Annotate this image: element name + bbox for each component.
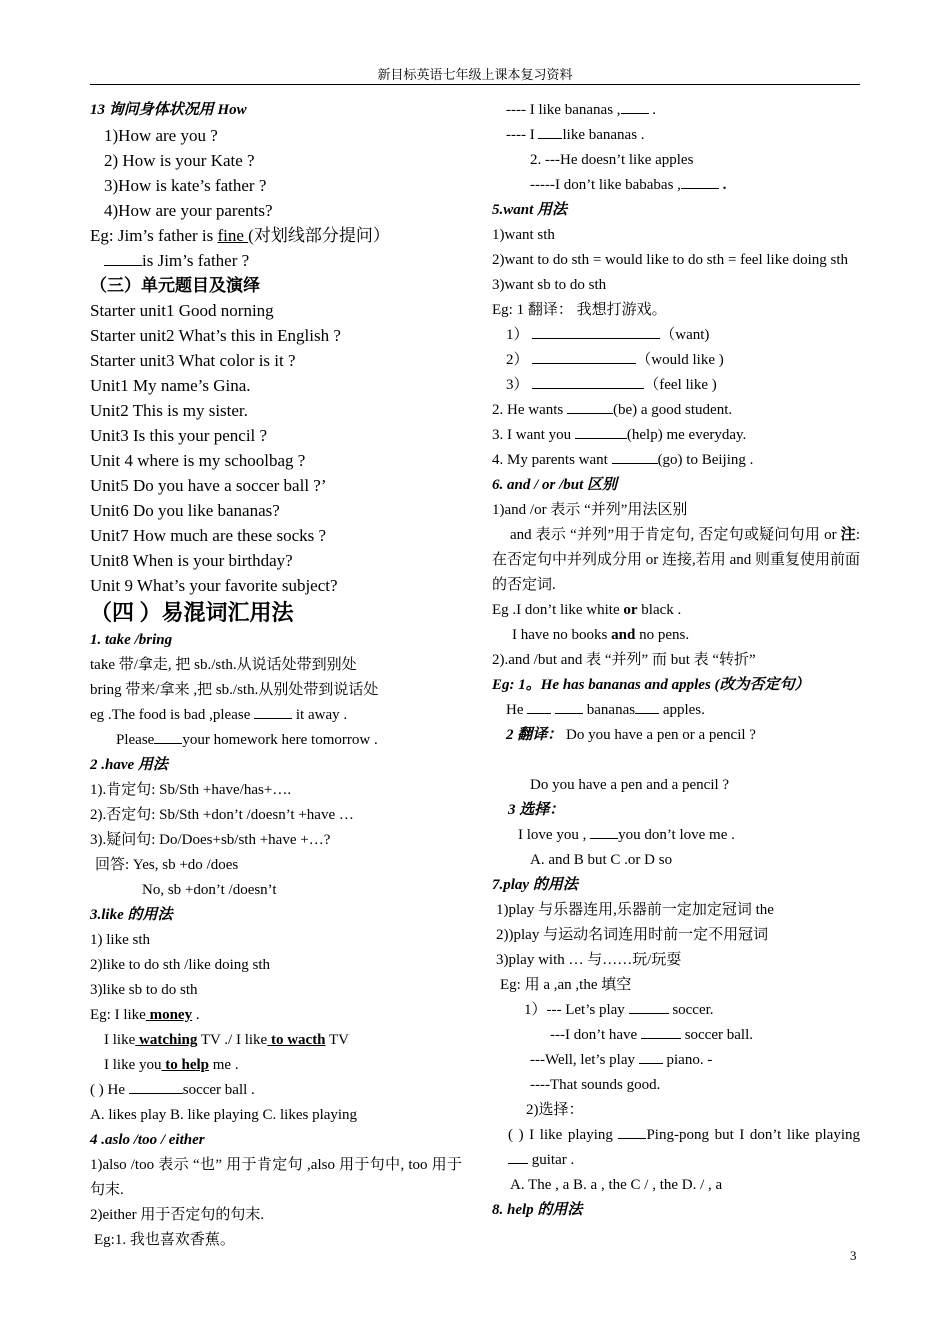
how-item: 4)How are your parents?	[104, 201, 273, 220]
play-question	[492, 1023, 860, 1048]
want-translation	[492, 323, 860, 348]
question-text: （feel like )	[644, 377, 717, 393]
question-text: He	[506, 702, 528, 718]
question-text: soccer ball.	[680, 1027, 753, 1043]
unit-title: Starter unit2 What’s this in English ?	[90, 326, 341, 345]
how-example-answer	[90, 248, 462, 273]
how-item: 3)How is kate’s father ?	[104, 176, 267, 195]
like-example	[90, 1053, 462, 1078]
play-title: 7.play 的用法	[492, 877, 578, 893]
example-text: like bananas .	[562, 127, 645, 143]
want-translation	[492, 348, 860, 373]
example-text: Eg: I like	[90, 1007, 146, 1023]
question-text: guitar .	[528, 1152, 575, 1168]
play-choice	[492, 1123, 860, 1173]
question-label: 3 选择：	[508, 802, 565, 818]
want-question	[492, 398, 860, 423]
and-translation: Do you have a pen and a pencil ?	[530, 777, 730, 793]
rule-text: :在否定句中并列成分用 or 连接,若用 and 则重复使用前面的否定词.	[492, 527, 860, 593]
take-bring-example	[90, 703, 462, 728]
example-text: no pens.	[635, 627, 690, 643]
right-column	[492, 98, 860, 1223]
example-text: .	[192, 1007, 200, 1023]
unit-title: Unit6 Do you like bananas?	[90, 501, 280, 520]
answer-blank	[532, 349, 636, 364]
play-question	[492, 998, 860, 1023]
take-bring-example	[90, 728, 462, 753]
example-text: I have no books	[512, 627, 612, 643]
play-choice-label: 2)选择：	[526, 1102, 584, 1118]
section-title-vocab: （四 ）易混词汇用法	[90, 600, 294, 625]
question-text: bananas	[583, 702, 636, 718]
have-rule: No, sb +don’t /doesn’t	[142, 882, 277, 898]
rule-note: 注	[840, 527, 856, 543]
question-text: 1）--- Let’s play	[524, 1002, 629, 1018]
have-rule: 3).疑问句: Do/Does+sb/sth +have +…?	[90, 832, 331, 848]
example-text: Eg .I don’t like white	[492, 602, 624, 618]
how-example-text: Eg: Jim’s father is	[90, 226, 218, 245]
example-text: -----I don’t like bababas ,	[530, 177, 681, 193]
unit-title: Unit5 Do you have a soccer ball ?’	[90, 476, 327, 495]
and-rule	[492, 523, 860, 598]
example-text: Please	[116, 732, 155, 748]
question-text: ( ) I like playing	[508, 1127, 619, 1143]
answer-blank	[575, 424, 627, 439]
take-bring-rule: bring 带来/拿来 ,把 sb./sth.从别处带到说话处	[90, 682, 379, 698]
example-underlined: to help	[161, 1057, 210, 1073]
unit-title: Unit8 When is your birthday?	[90, 551, 293, 570]
want-question	[492, 423, 860, 448]
also-title: 4 .aslo /too / either	[90, 1132, 205, 1148]
example-text: I like	[104, 1032, 136, 1048]
and-choice	[492, 823, 860, 848]
how-item: 1)How are you ?	[104, 126, 218, 145]
like-rule: 3)like sb to do sth	[90, 982, 198, 998]
like-rule: 1) like sth	[90, 932, 150, 948]
play-rule: 2))play 与运动名词连用时前一定不用冠词	[496, 927, 769, 943]
answer-blank	[639, 1049, 663, 1064]
and-question: Eg: 1。He has bananas and apples (改为否定句）	[492, 677, 810, 693]
like-rule: 2)like to do sth /like doing sth	[90, 957, 270, 973]
section-title-how: 13 询问身体状况用 How	[90, 102, 247, 118]
units-list	[90, 298, 462, 598]
like-title: 3.like 的用法	[90, 907, 173, 923]
answer-blank	[254, 704, 292, 719]
also-rule: 1)also /too 表示 “也” 用于肯定句 ,also 用于句中, too 用于句末.	[90, 1157, 462, 1198]
question-text: （would like )	[636, 352, 724, 368]
question-text: ---I don’t have	[550, 1027, 641, 1043]
play-question: ----That sounds good.	[530, 1077, 661, 1093]
question-text: 2. He wants	[492, 402, 567, 418]
answer-blank	[590, 824, 618, 839]
example-text: TV ./ I like	[197, 1032, 268, 1048]
and-title: 6. and / or /but 区别	[492, 477, 618, 493]
example-bold: and	[611, 627, 636, 643]
example-text: me .	[209, 1057, 239, 1073]
question-text: 4. My parents want	[492, 452, 612, 468]
section-title-units: （三）单元题目及演绎	[90, 276, 260, 295]
question-text: soccer.	[668, 1002, 714, 1018]
also-example: Eg:1. 我也喜欢香蕉。	[94, 1232, 235, 1248]
want-translation	[492, 373, 860, 398]
unit-title: Unit7 How much are these socks ?	[90, 526, 327, 545]
and-rule: 2).and /but and 表 “并列” 而 but 表 “转折”	[492, 652, 756, 668]
unit-title: Starter unit3 What color is it ?	[90, 351, 296, 370]
play-rule: 1)play 与乐器连用,乐器前一定加定冠词 the	[496, 902, 774, 918]
example-underlined: watching	[135, 1032, 198, 1048]
answer-blank	[681, 174, 719, 189]
unit-title: Unit1 My name’s Gina.	[90, 376, 251, 395]
answer-blank	[641, 1024, 681, 1039]
have-rule: 2).否定句: Sb/Sth +don’t /doesn’t +have …	[90, 807, 354, 823]
also-answer	[492, 173, 860, 198]
answer-blank	[538, 124, 562, 139]
rule-text: and 表示 “并列”用于肯定句, 否定句或疑问句用 or	[510, 527, 841, 543]
example-bold: or	[623, 602, 638, 618]
also-rule: 2)either 用于否定句的句末.	[90, 1207, 265, 1223]
page-number: 3	[850, 1248, 857, 1263]
example-text: eg .The food is bad ,please	[90, 707, 255, 723]
answer-blank	[532, 324, 660, 339]
answer-blank	[555, 699, 583, 714]
answer-blank	[532, 374, 644, 389]
question-text: soccer ball .	[182, 1082, 255, 1098]
have-rule: 1).肯定句: Sb/Sth +have/has+….	[90, 782, 292, 798]
question-text: （want)	[660, 327, 710, 343]
question-text: 2）	[506, 352, 533, 368]
example-text: I like you	[104, 1057, 162, 1073]
answer-blank	[129, 1079, 183, 1094]
example-text: ---- I	[506, 127, 539, 143]
answer-blank	[154, 729, 182, 744]
question-text: (be) a good student.	[613, 402, 733, 418]
question-text: you don’t love me .	[618, 827, 735, 843]
play-rule: 3)play with … 与……玩/玩耍	[496, 952, 682, 968]
how-example-answer-text: is Jim’s father ?	[142, 251, 250, 270]
answer-blank	[621, 99, 649, 114]
answer-blank	[635, 699, 659, 714]
and-example	[492, 623, 860, 648]
answer-blank	[508, 1149, 528, 1164]
answer-blank	[618, 1124, 646, 1139]
and-example	[492, 598, 860, 623]
how-item: 2) How is your Kate ?	[104, 151, 255, 170]
unit-title: Unit 4 where is my schoolbag ?	[90, 451, 306, 470]
and-translation	[492, 723, 860, 748]
take-bring-title: 1. take /bring	[90, 632, 173, 648]
example-text: your homework here tomorrow .	[182, 732, 378, 748]
also-answer	[492, 123, 860, 148]
and-rule: 1)and /or 表示 “并列”用法区别	[492, 502, 688, 518]
have-title: 2 .have 用法	[90, 757, 168, 773]
example-text: TV	[325, 1032, 350, 1048]
unit-title: Starter unit1 Good norning	[90, 301, 274, 320]
question-text: 1）	[506, 327, 533, 343]
question-text: 3）	[506, 377, 533, 393]
question-text: (help) me everyday.	[626, 427, 747, 443]
like-question	[90, 1078, 462, 1103]
question-text: I love you ,	[518, 827, 591, 843]
play-choice-options: A. The , a B. a , the C / , the D. / , a	[510, 1177, 723, 1193]
question-text: ( ) He	[90, 1082, 129, 1098]
example-text: .	[648, 102, 657, 118]
help-title: 8. help 的用法	[492, 1202, 583, 1218]
answer-blank	[612, 449, 658, 464]
question-label: 2 翻译：	[506, 727, 563, 743]
example-text: it away .	[292, 707, 348, 723]
and-choice-label	[492, 798, 860, 823]
want-title: 5.want 用法	[492, 202, 568, 218]
answer-blank	[567, 399, 613, 414]
question-text: ---Well, let’s play	[530, 1052, 639, 1068]
how-example-underlined: fine	[217, 226, 249, 245]
unit-title: Unit 9 What’s your favorite subject?	[90, 576, 338, 595]
example-text: ---- I like bananas ,	[506, 102, 621, 118]
want-rule: 3)want sb to do sth	[492, 277, 607, 293]
answer-blank	[629, 999, 669, 1014]
question-text: apples.	[659, 702, 705, 718]
how-example	[90, 223, 462, 248]
example-underlined: money	[145, 1007, 193, 1023]
and-choice-options: A. and B but C .or D so	[530, 852, 673, 868]
unit-title: Unit2 This is my sister.	[90, 401, 248, 420]
how-example-note: (对划线部分提问）	[248, 226, 390, 245]
also-example: 2. ---He doesn’t like apples	[530, 152, 694, 168]
answer-blank	[527, 699, 551, 714]
want-example: Eg: 1 翻译： 我想打游戏。	[492, 302, 667, 318]
example-text: black .	[637, 602, 682, 618]
question-text: Ping-pong but I don’t like playing	[646, 1127, 860, 1143]
blank-line	[492, 748, 860, 773]
question-text: 3. I want you	[492, 427, 575, 443]
like-options: A. likes play B. like playing C. likes playing	[90, 1107, 358, 1123]
page-header: 新目标英语七年级上课本复习资料	[90, 64, 860, 85]
like-example	[90, 1003, 462, 1028]
example-underlined: to wacth	[267, 1032, 326, 1048]
want-question	[492, 448, 860, 473]
answer-blank	[104, 251, 142, 266]
question-text: Do you have a pen or a pencil ?	[562, 727, 756, 743]
play-example: Eg: 用 a ,an ,the 填空	[500, 977, 632, 993]
question-text: piano. -	[662, 1052, 713, 1068]
example-text: .	[718, 177, 727, 193]
also-answer	[492, 98, 860, 123]
want-rule: 2)want to do sth = would like to do sth = feel like doing sth	[492, 252, 849, 268]
and-question-answer	[492, 698, 860, 723]
have-rule: 回答: Yes, sb +do /does	[95, 857, 239, 873]
take-bring-rule: take 带/拿走, 把 sb./sth.从说话处带到别处	[90, 657, 357, 673]
unit-title: Unit3 Is this your pencil ?	[90, 426, 268, 445]
left-column	[90, 98, 462, 1253]
play-question	[492, 1048, 860, 1073]
question-text: (go) to Beijing .	[657, 452, 754, 468]
like-example	[90, 1028, 462, 1053]
want-rule: 1)want sth	[492, 227, 555, 243]
